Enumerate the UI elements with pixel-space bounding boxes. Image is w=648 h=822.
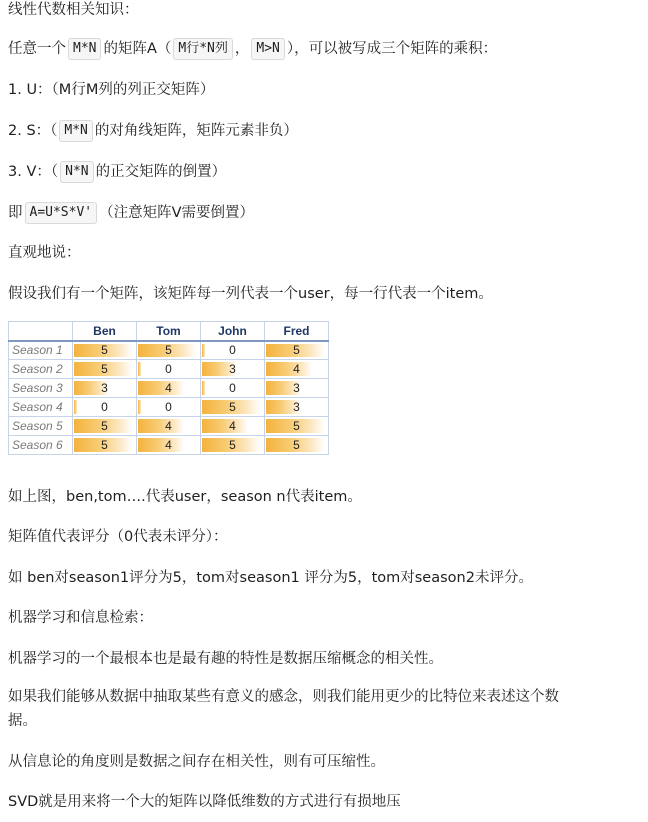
rating-cell — [137, 436, 201, 455]
assumption-line: 假设我们有一个矩阵，该矩阵每一列代表一个user，每一行代表一个item。 — [8, 286, 493, 302]
example-line: 如 ben对season1评分为5，tom对season1 评分为5，tom对season2未评分。 — [8, 570, 533, 586]
table-row — [9, 436, 329, 455]
rating-cell — [73, 417, 137, 436]
heading-linear-algebra: 线性代数相关知识： — [8, 2, 139, 18]
item-s — [8, 120, 298, 142]
text: ， — [234, 41, 250, 57]
rating-value: 5 — [101, 362, 108, 376]
rating-value: 5 — [229, 438, 236, 452]
rating-value: 3 — [293, 381, 300, 395]
text: 的对角线矩阵，矩阵元素非负） — [94, 123, 298, 139]
code-formula: A=U*S*V' — [25, 202, 98, 224]
code-rows-cols: M行*N列 — [173, 38, 232, 60]
text: 2. S：（ — [8, 123, 58, 139]
rating-value: 0 — [229, 381, 236, 395]
text: ），可以被写成三个矩阵的乘积： — [286, 41, 498, 57]
row-header: Season 6 — [9, 436, 73, 455]
item-v — [8, 161, 226, 183]
column-header: Ben — [73, 322, 137, 341]
item-u: 1. U：（M行M列的列正交矩阵） — [8, 82, 215, 98]
rating-value: 5 — [293, 343, 300, 358]
rating-value: 5 — [293, 438, 300, 452]
code-nxn: N*N — [60, 161, 93, 183]
rating-cell — [265, 360, 329, 379]
code-mxn: M*N — [68, 38, 101, 60]
rating-cell — [137, 398, 201, 417]
data-bar — [138, 362, 141, 376]
explanation-line: 如上图，ben,tom….代表user，season n代表item。 — [8, 489, 362, 505]
rating-cell — [201, 360, 265, 379]
svd-line: SVD就是用来将一个大的矩阵以降低维数的方式进行有损地压 — [8, 794, 401, 810]
rating-cell — [265, 436, 329, 455]
rating-value: 0 — [165, 400, 172, 414]
rating-cell — [201, 341, 265, 360]
rating-cell — [73, 360, 137, 379]
rating-cell — [137, 417, 201, 436]
rating-value: 4 — [293, 362, 300, 376]
rating-value: 5 — [229, 400, 236, 414]
data-bar — [138, 419, 184, 433]
rating-cell — [265, 417, 329, 436]
data-bar — [138, 381, 184, 395]
rating-cell — [265, 341, 329, 360]
rating-cell — [265, 398, 329, 417]
text: 3. V：（ — [8, 164, 59, 180]
column-header: Fred — [265, 322, 329, 341]
rating-value: 4 — [165, 419, 172, 433]
information-theory-line: 从信息论的角度则是数据之间存在相关性，则有可压缩性。 — [8, 754, 385, 770]
rating-value: 5 — [293, 419, 300, 433]
rating-value: 4 — [165, 438, 172, 452]
matrix-definition-line — [8, 38, 497, 60]
table-header-row — [9, 322, 329, 341]
data-bar — [138, 400, 141, 414]
row-header: Season 5 — [9, 417, 73, 436]
table-row — [9, 360, 329, 379]
rating-value: 5 — [101, 419, 108, 433]
compression-paragraph-line1: 如果我们能够从数据中抽取某些有意义的感念，则我们能用更少的比特位来表述这个数 — [8, 689, 559, 705]
text: 的正交矩阵的倒置） — [95, 164, 227, 180]
ml-heading: 机器学习和信息检索： — [8, 610, 153, 626]
rating-cell — [201, 417, 265, 436]
rating-cell — [73, 436, 137, 455]
ratings-table — [8, 321, 329, 455]
rating-value: 3 — [101, 381, 108, 395]
row-header: Season 1 — [9, 341, 73, 360]
rating-value: 5 — [165, 343, 172, 358]
rating-cell — [73, 341, 137, 360]
rating-cell — [73, 379, 137, 398]
data-bar — [202, 344, 205, 358]
rating-value: 5 — [101, 343, 108, 358]
rating-cell — [73, 398, 137, 417]
table-row — [9, 417, 329, 436]
text: 任意一个 — [8, 41, 66, 57]
rating-cell — [137, 341, 201, 360]
column-header: John — [201, 322, 265, 341]
data-bar — [202, 419, 248, 433]
data-bar — [266, 362, 312, 376]
ml-paragraph: 机器学习的一个最根本也是最有趣的特性是数据压缩概念的相关性。 — [8, 651, 443, 667]
rating-cell — [201, 436, 265, 455]
rating-cell — [137, 379, 201, 398]
table-row — [9, 398, 329, 417]
rating-value: 4 — [165, 381, 172, 395]
formula-line — [8, 202, 254, 224]
text: 即 — [8, 205, 23, 221]
rating-value: 4 — [229, 419, 236, 433]
text: （注意矩阵V需要倒置） — [99, 205, 255, 221]
table-body — [9, 341, 329, 455]
code-m-gt-n: M>N — [251, 38, 284, 60]
compression-paragraph-line2: 据。 — [8, 713, 37, 729]
row-header: Season 4 — [9, 398, 73, 417]
table-row — [9, 341, 329, 360]
rating-value: 0 — [101, 400, 108, 414]
row-header: Season 3 — [9, 379, 73, 398]
data-bar — [202, 381, 205, 395]
rating-value: 5 — [101, 438, 108, 452]
text: 的矩阵A（ — [103, 41, 172, 57]
data-bar — [74, 400, 77, 414]
rating-cell — [265, 379, 329, 398]
rating-value: 0 — [229, 343, 236, 358]
table-row — [9, 379, 329, 398]
rating-meaning-line: 矩阵值代表评分（0代表未评分）： — [8, 529, 228, 545]
row-header: Season 2 — [9, 360, 73, 379]
corner-cell — [9, 322, 73, 341]
rating-value: 3 — [229, 362, 236, 376]
column-header: Tom — [137, 322, 201, 341]
data-bar — [138, 438, 184, 452]
intuitive-heading: 直观地说： — [8, 245, 81, 261]
rating-value: 3 — [293, 400, 300, 414]
rating-cell — [201, 379, 265, 398]
rating-cell — [137, 360, 201, 379]
rating-value: 0 — [165, 362, 172, 376]
rating-cell — [201, 398, 265, 417]
code-mxn: M*N — [59, 120, 92, 142]
